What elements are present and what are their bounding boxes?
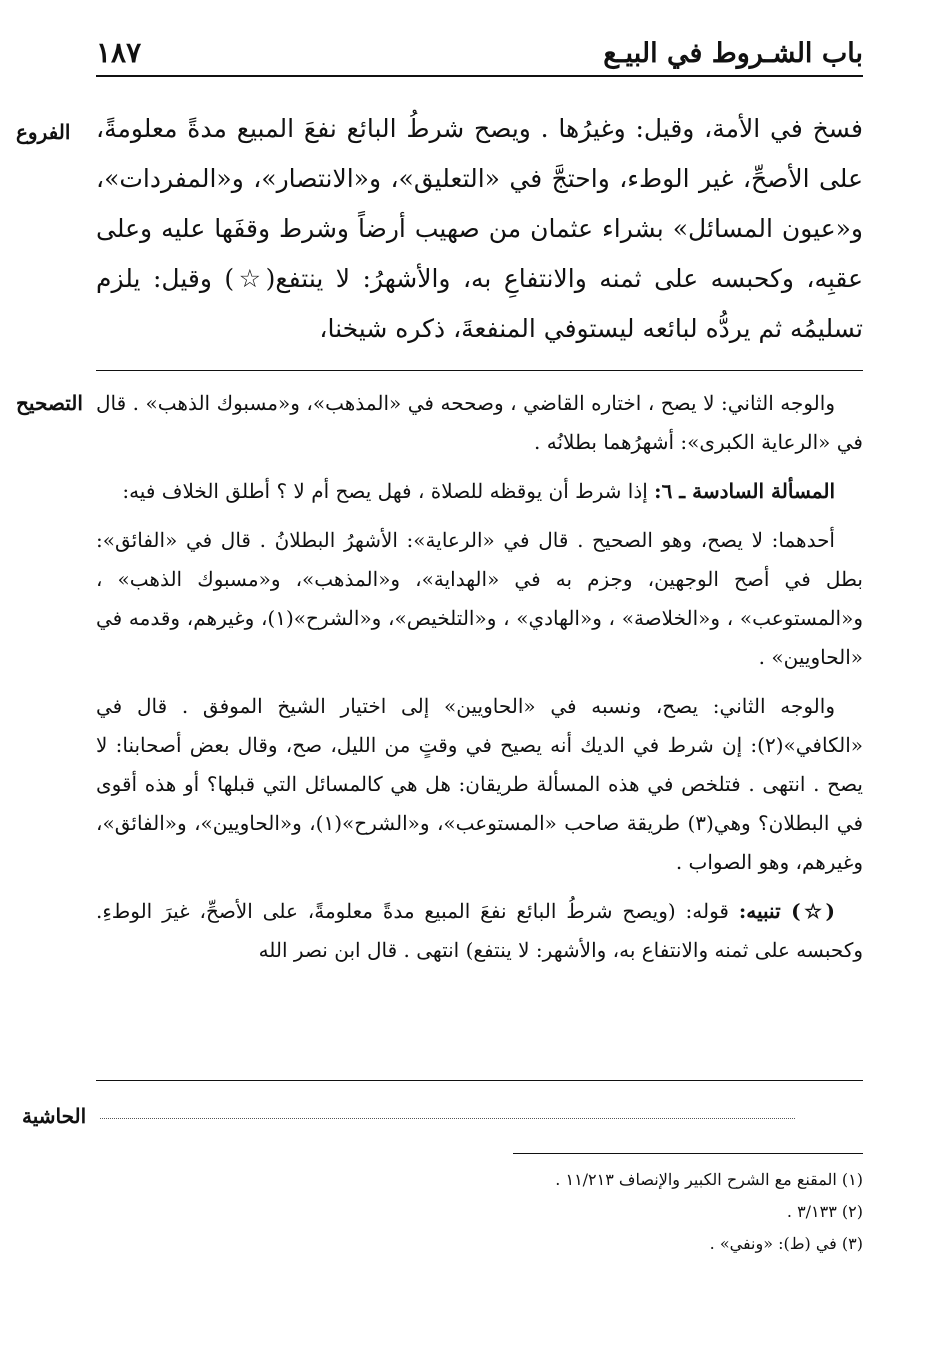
furu-text-block <box>96 104 863 354</box>
notice-heading: (☆) تنبيه: <box>738 899 835 923</box>
footnote-1: (١) المقنع مع الشرح الكبير والإنصاف ١١/٢١٣ . <box>555 1170 863 1189</box>
paragraph-notice <box>96 892 863 970</box>
footnote-2: (٢) ٣/١٣٣ . <box>786 1202 863 1221</box>
running-title: باب الشـروط في البيـع <box>603 38 863 69</box>
side-label-furu: الفروع <box>16 120 71 144</box>
issue-heading: المسألة السادسة ـ ٦: <box>654 479 835 503</box>
hashiya-dotted-line <box>100 1118 795 1119</box>
body-divider <box>96 1080 863 1081</box>
notice-text: قوله: (ويصح شرطُ البائع نفعَ المبيع مدةً معلومةً، على الأصحِّ، غيرَ الوطءِ. وكحبسه على ثمنه والانتفاع به، والأشهر: لا ينتفع) انتهى . قال ابن نصر الله <box>96 899 863 962</box>
page-number: ١٨٧ <box>96 36 142 69</box>
footnotes <box>100 1164 863 1260</box>
side-label-tashih: التصحيح <box>16 391 83 415</box>
paragraph-first-view: أحدهما: لا يصح، وهو الصحيح . قال في «الرعاية»: الأشهرُ البطلانُ . قال في «الفائق»: بطل في أصح الوجهين، وجزم به في «الهداية»، و«المذهب»، و«مسبوك الذهب» ، و«المستوعب» ، و«الخلاصة» ، و«الهادي» ، و«التلخيص»، و«الشرح»(١)، وغيرهم، وقدمه في «الحاويين» . <box>96 528 863 669</box>
header-rule <box>96 75 863 77</box>
tashih-text-block <box>96 384 863 980</box>
furu-paragraph: فسخ في الأمة، وقيل: وغيرُها . ويصح شرطُ البائع نفعَ المبيع مدةً معلومةً، على الأصحِّ، غير الوطء، واحتجَّ في «التعليق»، و«الانتصار»، و«المفردات»، و«عيون المسائل» بشراء عثمان من صهيب أرضاً وشرط وقفَها عليه وعلى عقبِه، وكحبسه على ثمنه والانتفاعِ به، والأشهرُ: لا ينتفع(☆) وقيل: يلزم تسليمُه ثم يردُّه لبائعه ليستوفي المنفعةَ، ذكره شيخنا، <box>96 114 863 343</box>
footnote-3: (٣) في (ط): «ونفي» . <box>709 1234 863 1253</box>
paragraph-second-view-valid: والوجه الثاني: يصح، ونسبه في «الحاويين» إلى اختيار الشيخ الموفق . قال في «الكافي»(٢): إن شرط في الديك أنه يصيح في وقتٍ من الليل، صح، وقال بعض أصحابنا: لا يصح . انتهى . فتلخص في هذه المسألة طريقان: هل هي كالمسائل التي قبلها؟ أو هذه أقوى في البطلان؟ وهي(٣) طريقة صاحب «المستوعب»، و«الشرح»(١)، و«الحاويين»، و«الفائق»، وغيرهم، وهو الصواب . <box>96 694 863 874</box>
footnote-rule <box>513 1153 863 1154</box>
section-divider <box>96 370 863 371</box>
paragraph-second-view: والوجه الثاني: لا يصح ، اختاره القاضي ، وصححه في «المذهب»، و«مسبوك الذهب» . قال في «الرعاية الكبرى»: أشهرُهما بطلانُه . <box>96 391 863 454</box>
side-label-hashiya: الحاشية <box>22 1104 87 1128</box>
paragraph-issue-six <box>96 472 863 511</box>
issue-text: إذا شرط أن يوقظه للصلاة ، فهل يصح أم لا ؟ أطلق الخلاف فيه: <box>122 479 655 503</box>
